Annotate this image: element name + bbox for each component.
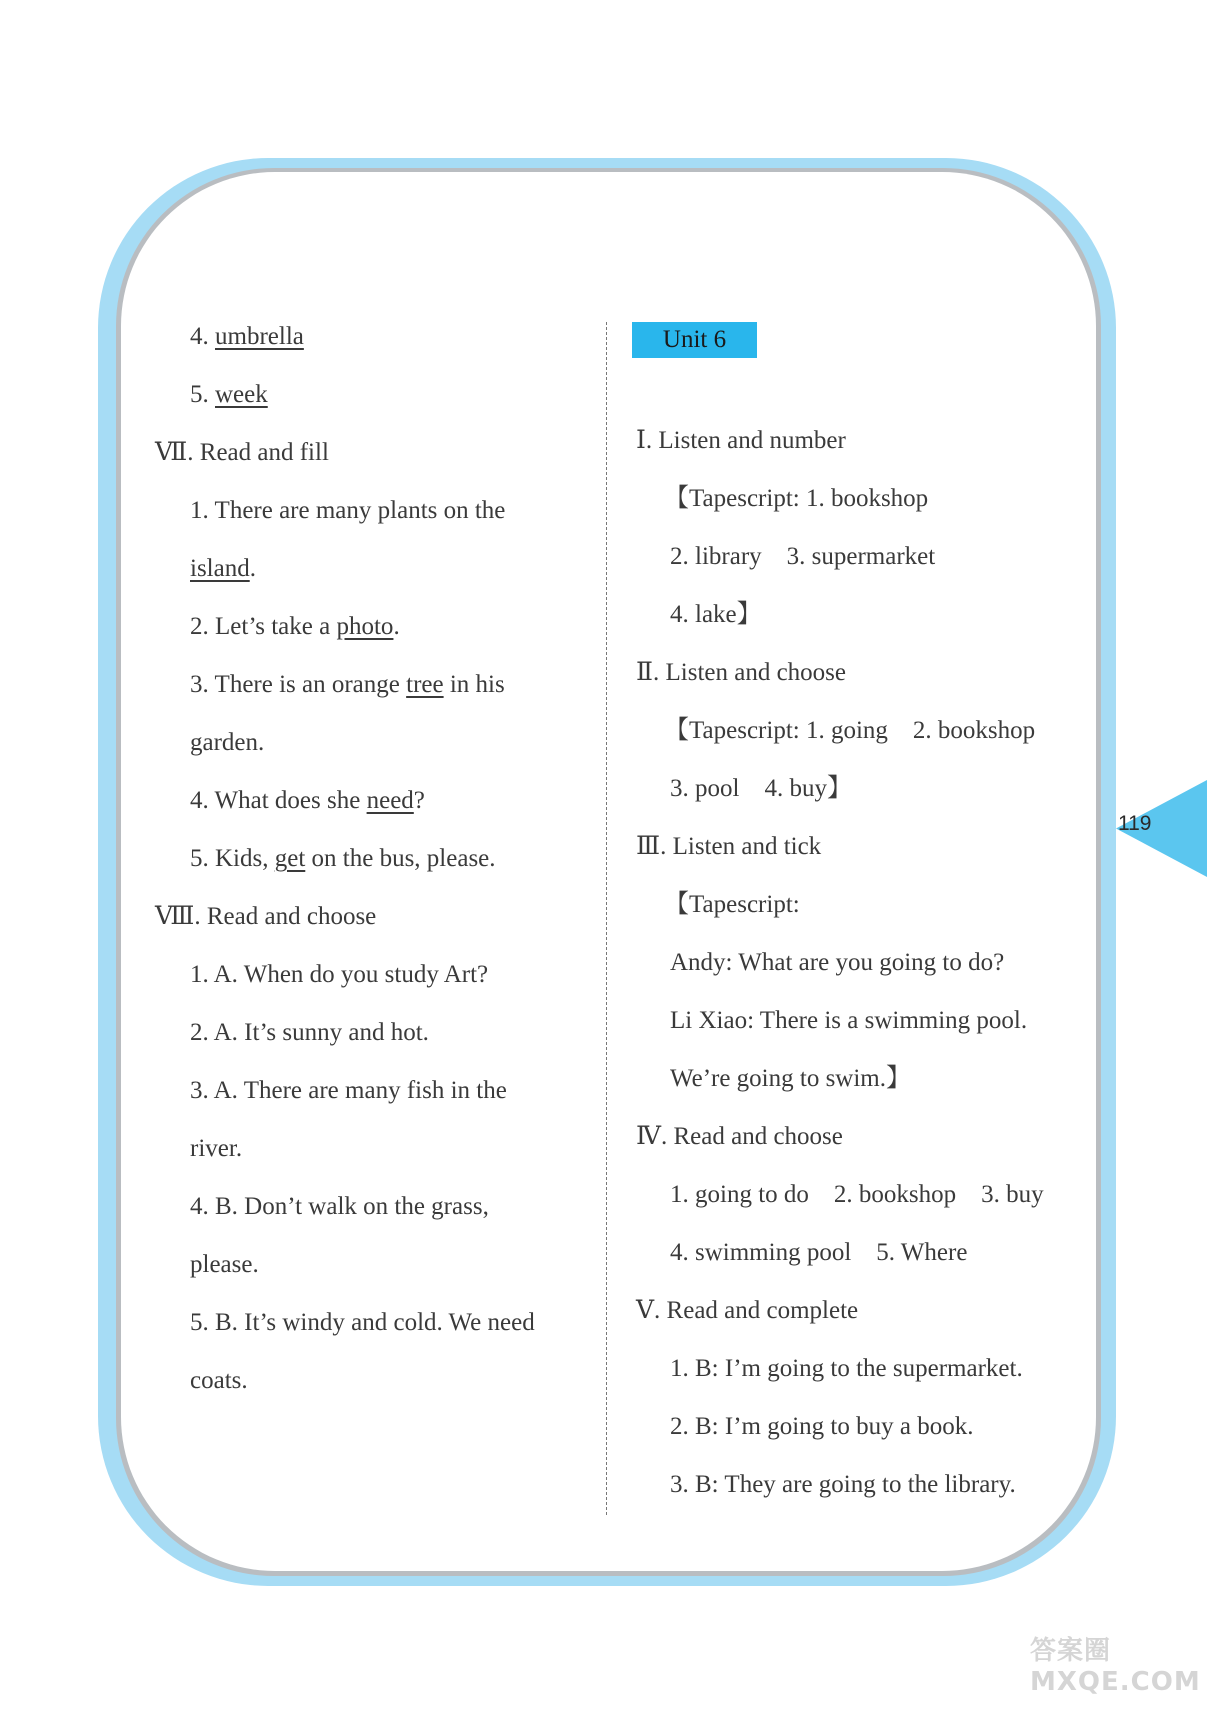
section-title: Ⅳ. Read and choose xyxy=(636,1123,843,1150)
watermark-logo: 答案圈 MXQE.COM xyxy=(1030,1636,1201,1697)
answer-item: 3. A. There are many fish in the xyxy=(190,1077,507,1104)
section-title: Ⅶ. Read and fill xyxy=(155,439,329,466)
unit-label: Unit 6 xyxy=(632,322,757,358)
tapescript-line: 3. pool 4. buy】 xyxy=(670,775,852,802)
tapescript-line: 【Tapescript: 1. going 2. bookshop xyxy=(664,717,1036,744)
section-title: Ⅲ. Listen and tick xyxy=(636,833,822,860)
answer-item-cont: river. xyxy=(190,1135,243,1162)
section-title: Ⅴ. Read and complete xyxy=(636,1297,859,1324)
answer-item: 1. There are many plants on the xyxy=(190,497,506,524)
answer-word: get xyxy=(274,845,306,872)
answer-word: photo xyxy=(336,613,394,640)
answer-word: island xyxy=(190,555,250,582)
answer-item-cont: coats. xyxy=(190,1367,248,1394)
section-title: Ⅱ. Listen and choose xyxy=(636,659,846,686)
column-divider xyxy=(606,322,607,1515)
tapescript-line: Andy: What are you going to do? xyxy=(670,949,1005,976)
answer-word: tree xyxy=(406,671,444,698)
item-number: 5. xyxy=(190,381,209,408)
answer-item: 4. What does she need? xyxy=(190,787,425,814)
tapescript-line: 【Tapescript: 1. bookshop xyxy=(664,485,929,512)
answer-item xyxy=(190,380,268,410)
tapescript-line: Li Xiao: There is a swimming pool. xyxy=(670,1007,1028,1034)
tapescript-line: 【Tapescript: xyxy=(664,891,800,918)
answer-item: 5. Kids, get on the bus, please. xyxy=(190,845,496,872)
answer-item: 1. B: I’m going to the supermarket. xyxy=(670,1355,1023,1382)
answer-item: 1. A. When do you study Art? xyxy=(190,961,489,988)
answer-item: 3. There is an orange tree in his xyxy=(190,671,505,698)
answer-item-cont: garden. xyxy=(190,729,265,756)
answer-item: 2. B: I’m going to buy a book. xyxy=(670,1413,974,1440)
answer-word: need xyxy=(366,787,414,814)
item-number: 4. xyxy=(190,323,209,350)
tapescript-line: 4. lake】 xyxy=(670,601,762,628)
answer-item: 5. B. It’s windy and cold. We need xyxy=(190,1309,535,1336)
answer-item-cont: island. xyxy=(190,555,256,582)
answer-item: 4. B. Don’t walk on the grass, xyxy=(190,1193,489,1220)
answer-item xyxy=(190,322,304,352)
answer-word: week xyxy=(215,381,268,408)
page-number: 119 xyxy=(1118,812,1152,835)
answer-item: 2. A. It’s sunny and hot. xyxy=(190,1019,429,1046)
tapescript-line: We’re going to swim.】 xyxy=(670,1065,912,1092)
answer-word: umbrella xyxy=(215,323,304,350)
answer-item: 4. swimming pool 5. Where xyxy=(670,1239,968,1266)
answer-item: 2. Let’s take a photo. xyxy=(190,613,400,640)
tapescript-line: 2. library 3. supermarket xyxy=(670,543,936,570)
answer-item-cont: please. xyxy=(190,1251,259,1278)
section-title: Ⅷ. Read and choose xyxy=(155,903,377,930)
section-title: Ⅰ. Listen and number xyxy=(636,427,846,454)
answer-item: 3. B: They are going to the library. xyxy=(670,1471,1016,1498)
answer-item: 1. going to do 2. bookshop 3. buy xyxy=(670,1181,1044,1208)
